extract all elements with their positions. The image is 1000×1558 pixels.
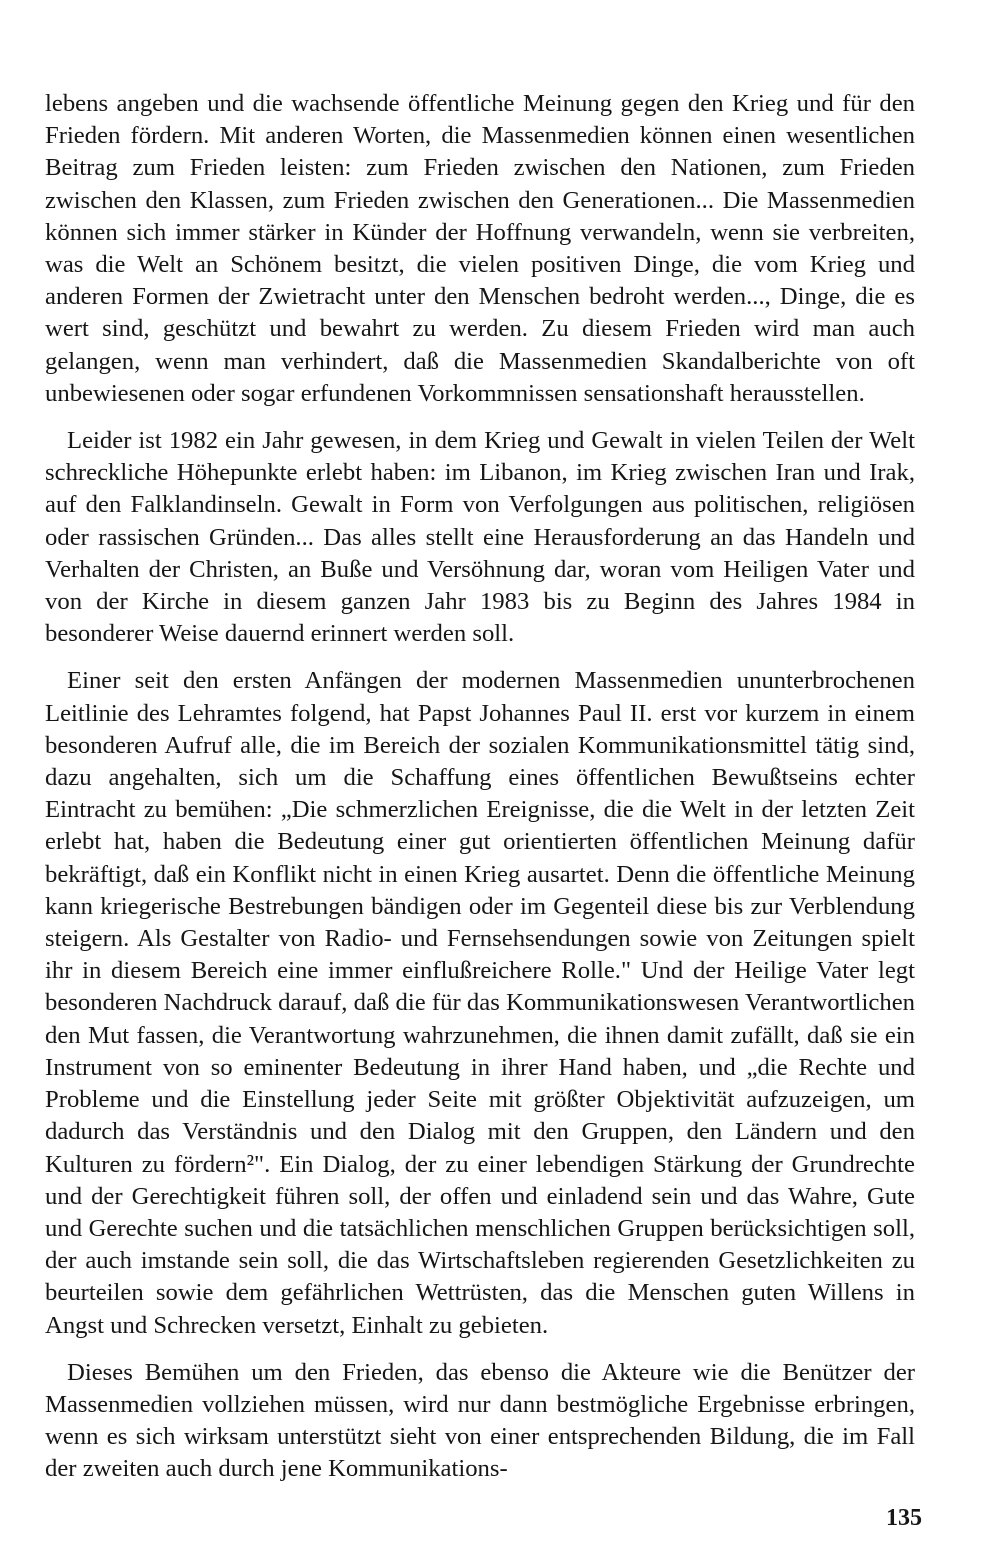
body-text	[45, 88, 915, 1501]
paragraph-2: Leider ist 1982 ein Jahr gewesen, in dem Krieg und Gewalt in vielen Teilen der Welt schreckliche Höhepunkte erlebt haben: im Libanon, im Krieg zwischen Iran und Irak, auf den Falklandinseln. Gewalt in Form von Verfolgungen aus politischen, religiösen oder rassischen Gründen... Das alles stellt eine Herausforderung an das Handeln und Verhalten der Christen, an Buße und Versöhnung dar, woran vom Heiligen Vater und von der Kirche in diesem ganzen Jahr 1983 bis zu Beginn des Jahres 1984 in besonderer Weise dauernd erinnert werden soll.	[45, 427, 915, 648]
page-number: 135	[886, 1505, 922, 1531]
paragraph-4: Dieses Bemühen um den Frieden, das ebenso die Akteure wie die Benützer der Massenmedien vollziehen müssen, wird nur dann bestmögliche Ergebnisse erbringen, wenn es sich wirksam unterstützt sieht von einer entsprechenden Bildung, die im Fall der zweiten auch durch jene Kommunikations-	[45, 1358, 915, 1483]
paragraph-1: lebens angeben und die wachsende öffentliche Meinung gegen den Krieg und für den Frieden fördern. Mit anderen Worten, die Massenmedien können einen wesentlichen Beitrag zum Frieden leisten: zum Frieden zwischen den Nationen, zum Frieden zwischen den Klassen, zum Frieden zwischen den Generationen... Die Massenmedien können sich immer stärker in Künder der Hoffnung verwandeln, wenn sie verbreiten, was die Welt an Schönem besitzt, die vielen positiven Dinge, die vom Krieg und anderen Formen der Zwietracht unter den Menschen bedroht werden..., Dinge, die es wert sind, geschützt und bewahrt zu werden. Zu diesem Frieden wird man auch gelangen, wenn man verhindert, daß die Massenmedien Skandalberichte von oft unbewiesenen oder sogar erfundenen Vorkommnissen sensationshaft herausstellen.	[45, 90, 915, 407]
paragraph-3: Einer seit den ersten Anfängen der modernen Massenmedien ununterbrochenen Leitlinie des Lehramtes folgend, hat Papst Johannes Paul II. erst vor kurzem in einem besonderen Aufruf alle, die im Bereich der sozialen Kommunikationsmittel tätig sind, dazu angehalten, sich um die Schaffung eines öffentlichen Bewußtseins echter Eintracht zu bemühen: „Die schmerzlichen Ereignisse, die die Welt in der letzten Zeit erlebt hat, haben die Bedeutung einer gut orientierten öffentlichen Meinung dafür bekräftigt, daß ein Konflikt nicht in einen Krieg ausartet. Denn die öffentliche Meinung kann kriegerische Bestrebungen bändigen oder im Gegenteil diese bis zur Verblendung steigern. Als Gestalter von Radio- und Fernsehsendungen sowie von Zeitungen spielt ihr in diesem Bereich eine immer einflußreichere Rolle." Und der Heilige Vater legt besonderen Nachdruck darauf, daß die für das Kommunikationswesen Verantwortlichen den Mut fassen, die Verantwortung wahrzunehmen, die ihnen damit zufällt, daß sie ein Instrument von so eminenter Bedeutung in ihrer Hand haben, und „die Rechte und Probleme und die Einstellung jeder Seite mit größter Objektivität aufzuzeigen, um dadurch das Verständnis und den Dialog mit den Gruppen, den Ländern und den Kulturen zu fördern²". Ein Dialog, der zu einer lebendigen Stärkung der Grundrechte und der Gerechtigkeit führen soll, der offen und einladend sein und das Wahre, Gute und Gerechte suchen und die tatsächlichen menschlichen Gruppen berücksichtigen soll, der auch imstande sein soll, die das Wirtschaftsleben regierenden Gesetzlichkeiten zu beurteilen sowie dem gefährlichen Wettrüsten, das die Menschen guten Willens in Angst und Schrecken versetzt, Einhalt zu gebieten.	[45, 667, 915, 1339]
